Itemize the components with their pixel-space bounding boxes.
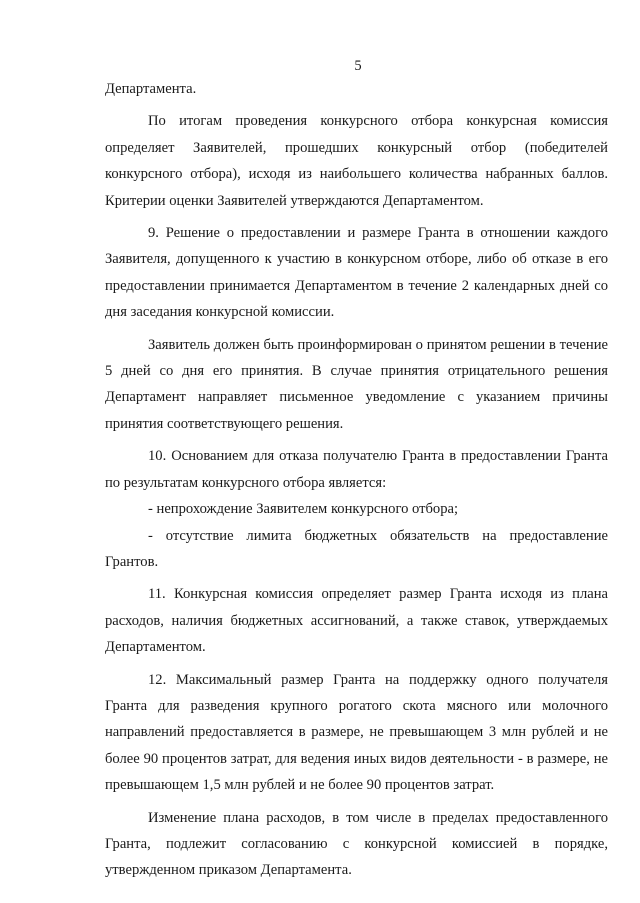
- paragraph-item-12: 12. Максимальный размер Гранта на поддержку одного получателя Гранта для разведения крупного рогатого скота мясного или молочного направлений предоставляется в размере, не превышающем 3 млн рублей и не более 90 процентов затрат, для ведения иных видов деятельности - в размере, не превышающем 1,5 млн рублей и не более 90 процентов затрат.: [105, 671, 608, 794]
- paragraph-item-11: 11. Конкурсная комиссия определяет размер Гранта исходя из плана расходов, наличия бюджетных ассигнований, а также ставок, утверждаемых Департаментом.: [105, 586, 608, 656]
- paragraph-applicant-notification: Заявитель должен быть проинформирован о принятом решении в течение 5 дней со дня его принятия. В случае принятия отрицательного решения Департамент направляет письменное уведомление с указанием причины принятия соответствующего решения.: [105, 336, 608, 432]
- document-body: [105, 76, 608, 884]
- paragraph-continuation: Департамента.: [105, 81, 197, 97]
- paragraph-item-10: 10. Основанием для отказа получателю Гранта в предоставлении Гранта по результатам конкурсного отбора является:: [105, 448, 608, 491]
- paragraph-item-9: 9. Решение о предоставлении и размере Гранта в отношении каждого Заявителя, допущенного к участию в конкурсном отборе, либо об отказе в его предоставлении принимается Департаментом в течение 2 календарных дней со дня заседания конкурсной комиссии.: [105, 225, 608, 321]
- paragraph-competition-results: По итогам проведения конкурсного отбора конкурсная комиссия определяет Заявителей, прошедших конкурсный отбор (победителей конкурсного отбора), исходя из наибольшего количества набранных баллов. Критерии оценки Заявителей утверждаются Департаментом.: [105, 113, 608, 209]
- paragraph-refusal-reason-2: - отсутствие лимита бюджетных обязательств на предоставление Грантов.: [105, 527, 608, 570]
- page-number: 5: [354, 58, 362, 74]
- paragraph-expense-plan-change: Изменение плана расходов, в том числе в пределах предоставленного Гранта, подлежит согласованию с конкурсной комиссией в порядке, утвержденном приказом Департамента.: [105, 809, 608, 879]
- paragraph-refusal-reason-1: - непрохождение Заявителем конкурсного отбора;: [148, 501, 459, 518]
